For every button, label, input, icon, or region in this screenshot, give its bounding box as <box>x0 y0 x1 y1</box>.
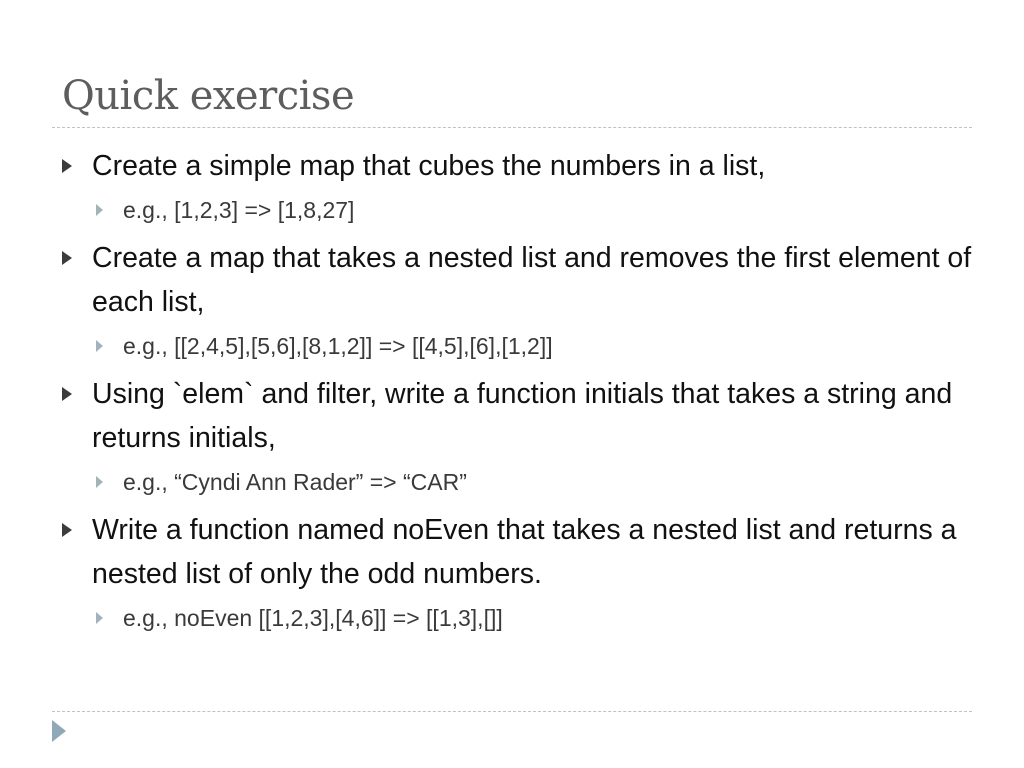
bullet-triangle-icon <box>62 251 72 265</box>
sub-bullet-item <box>0 464 1024 500</box>
bullet-list <box>0 144 1024 644</box>
sub-bullet-triangle-icon <box>96 340 103 352</box>
example-text: e.g., “Cyndi Ann Rader” => “CAR” <box>123 469 467 495</box>
footer-divider <box>52 711 972 712</box>
example-text: e.g., noEven [[1,2,3],[4,6]] => [[1,3],[]] <box>123 605 503 631</box>
sub-bullet-item <box>0 192 1024 228</box>
sub-bullet-triangle-icon <box>96 204 103 216</box>
bullet-text: Using `elem` and filter, write a function initials that takes a string and returns initials, <box>92 378 953 454</box>
bullet-text: Create a map that takes a nested list and removes the first element of each list, <box>92 242 972 318</box>
sub-bullet-item <box>0 600 1024 636</box>
title-divider <box>52 127 972 128</box>
example-text: e.g., [[2,4,5],[5,6],[8,1,2]] => [[4,5],[6],[1,2]] <box>123 333 553 359</box>
bullet-item <box>0 144 1024 188</box>
bullet-item <box>0 508 1024 596</box>
sub-bullet-triangle-icon <box>96 476 103 488</box>
bullet-triangle-icon <box>62 159 72 173</box>
bullet-text: Create a simple map that cubes the numbers in a list, <box>92 150 766 182</box>
play-arrow-icon <box>52 720 66 742</box>
bullet-triangle-icon <box>62 523 72 537</box>
bullet-item <box>0 372 1024 460</box>
bullet-item <box>0 236 1024 324</box>
bullet-triangle-icon <box>62 387 72 401</box>
slide-title: Quick exercise <box>62 73 355 119</box>
example-text: e.g., [1,2,3] => [1,8,27] <box>123 197 355 223</box>
sub-bullet-item <box>0 328 1024 364</box>
sub-bullet-triangle-icon <box>96 612 103 624</box>
bullet-text: Write a function named noEven that takes a nested list and returns a nested list of only the odd numbers. <box>92 514 957 590</box>
